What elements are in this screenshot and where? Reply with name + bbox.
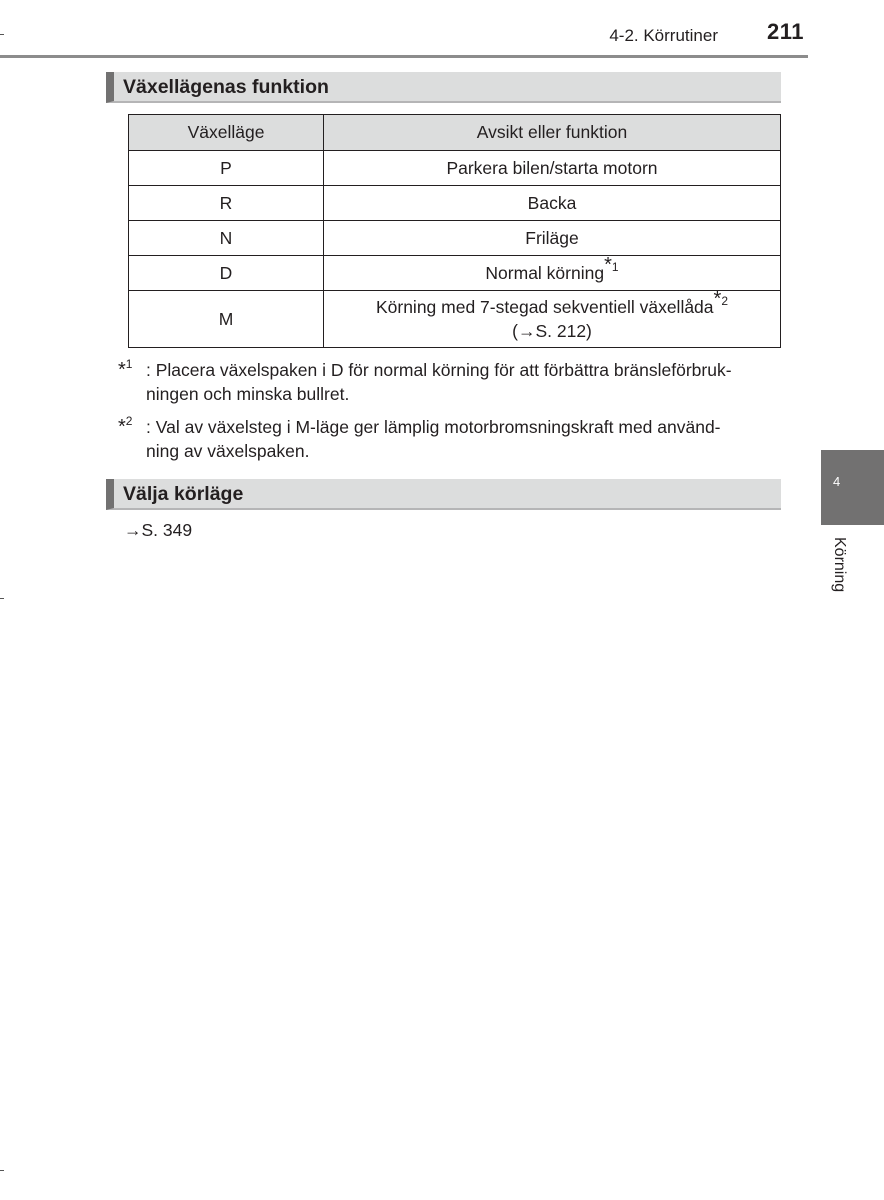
function-cell: Parkera bilen/starta motorn <box>324 151 781 186</box>
crop-mark <box>0 1170 4 1171</box>
page-number: 211 <box>767 19 804 44</box>
gear-cell: R <box>129 186 324 221</box>
footnote-marker: *$^1$ <box>118 357 133 381</box>
footnote-marker: *2 <box>713 288 729 310</box>
gear-cell: N <box>129 221 324 256</box>
running-header: 4-2. Körrutiner <box>609 26 718 45</box>
section-heading <box>106 72 781 103</box>
page-reference-link[interactable]: →S. 349 <box>124 520 193 540</box>
function-text: Körning med 7-stegad sekventiell växellåda <box>375 297 714 317</box>
table-row <box>129 256 781 291</box>
chapter-tab[interactable] <box>821 450 884 525</box>
footnote-1 <box>118 358 774 406</box>
function-cell <box>324 253 781 291</box>
gear-table <box>128 114 781 348</box>
section-heading-text: Välja körläge <box>123 483 244 505</box>
gear-cell: M <box>129 291 324 348</box>
footnote-text-cont: ning av växelspaken. <box>146 441 310 461</box>
footnote-2 <box>118 415 774 463</box>
footnote-text: : Val av växelsteg i M-läge ger lämplig motorbromsningskraft med använd- <box>146 417 721 437</box>
crop-mark <box>0 34 4 35</box>
gear-cell: D <box>129 256 324 291</box>
gear-cell: P <box>129 151 324 186</box>
chapter-label: Körning <box>831 537 848 593</box>
table-header-row <box>129 115 781 151</box>
function-cell: Friläge <box>324 221 781 256</box>
page-reference: (→S. 212) <box>512 321 592 341</box>
footnote-text-cont: ningen och minska bullret. <box>146 384 350 404</box>
table-header-gear: Växelläge <box>129 115 324 151</box>
footnote-marker: *1 <box>604 253 619 276</box>
section-heading <box>106 479 781 510</box>
function-text: Normal körning <box>485 262 605 283</box>
table-header-function: Avsikt eller funktion <box>324 115 781 151</box>
footnote-marker: *$^2$ <box>118 414 133 438</box>
function-cell <box>324 288 781 348</box>
table-row <box>129 221 781 256</box>
table-row <box>129 186 781 221</box>
table-row <box>129 291 781 348</box>
footnote-text: : Placera växelspaken i D för normal körning för att förbättra bränsleförbruk- <box>146 360 732 380</box>
chapter-number: 4 <box>833 474 841 489</box>
function-cell: Backa <box>324 186 781 221</box>
section-heading-text: Växellägenas funktion <box>123 76 329 98</box>
table-row <box>129 151 781 186</box>
crop-mark <box>0 598 4 599</box>
header-rule <box>0 55 808 58</box>
